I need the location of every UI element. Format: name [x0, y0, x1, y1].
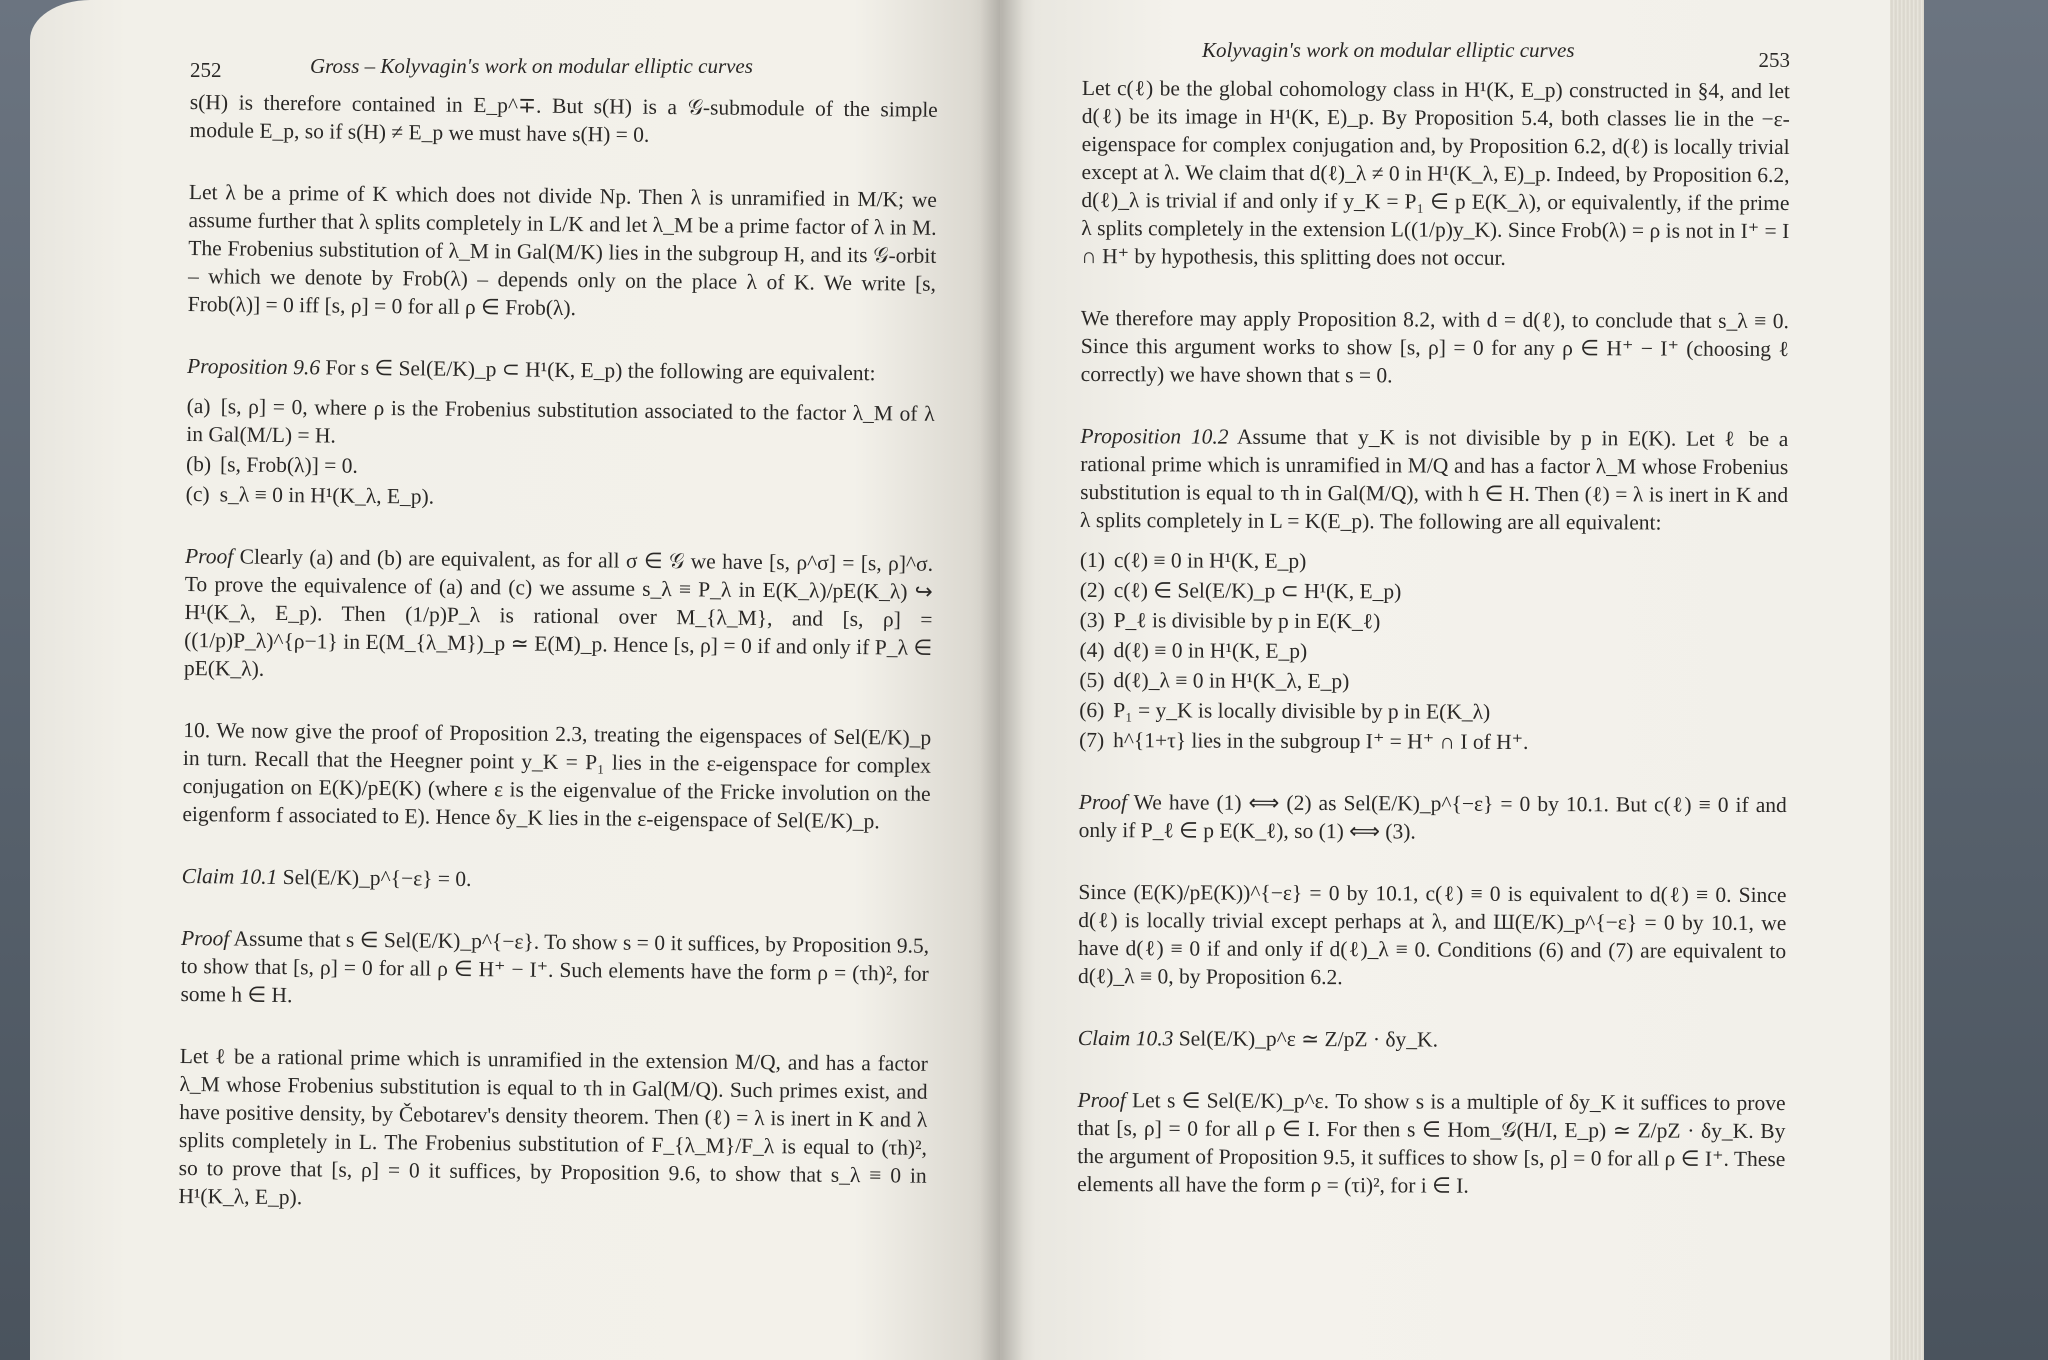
list-marker: (a) — [186, 393, 211, 419]
proof-label: Proof — [1077, 1087, 1126, 1113]
claim-10-1 — [182, 862, 930, 898]
list-text: h^{1+τ} lies in the subgroup I⁺ = H⁺ ∩ I of H⁺. — [1113, 728, 1529, 754]
proposition-label: Proposition 10.2 — [1080, 423, 1229, 449]
list-item — [186, 480, 934, 516]
left-page — [30, 0, 1000, 1360]
list-text: [s, Frob(λ)] = 0. — [219, 452, 358, 478]
list-text: P_ℓ is divisible by p in E(K_ℓ) — [1113, 608, 1381, 634]
proposition-9-6 — [187, 352, 935, 388]
proposition-10-2-list — [1079, 546, 1788, 757]
left-page-number: 252 — [190, 58, 222, 82]
paragraph — [189, 88, 938, 152]
list-text: P₁ = y_K is locally divisible by p in E(K_λ) — [1113, 698, 1491, 724]
paragraph-body: Let c(ℓ) be the global cohomology class in H¹(K, E_p) constructed in §4, and let d(ℓ) be its image in H¹(K, E)_p. By Proposition 5.4, both classes lie in the −ε-eigenspace for complex conjugation and, by Proposition 6.2, d(ℓ) is locally trivial except at λ. We claim that d(ℓ)_λ ≠ 0 in H¹(K_λ, E)_p. Indeed, by Proposition 6.2, d(ℓ)_λ is trivial if and only if y_K = P₁ ∈ p E(K_λ), or equivalently, if the prime λ splits completely in the extension L((1/p)y_K). Since Frob(λ) = ρ is not in I⁺ = I ∩ H⁺ by hypothesis, this splitting does not occur. — [1081, 75, 1790, 270]
list-text: s_λ ≡ 0 in H¹(K_λ, E_p). — [219, 482, 435, 509]
list-text: d(ℓ) ≡ 0 in H¹(K, E_p) — [1113, 638, 1308, 663]
list-item — [1079, 666, 1787, 697]
claim-label: Claim 10.3 — [1077, 1025, 1174, 1051]
paragraph — [1078, 878, 1786, 993]
proof-paragraph — [1079, 788, 1787, 847]
list-text: c(ℓ) ≡ 0 in H¹(K, E_p) — [1113, 548, 1307, 573]
paragraph — [1081, 74, 1790, 273]
left-page-text — [178, 88, 938, 1218]
paragraph-body: 10. We now give the proof of Proposition 2.3, treating the eigenspaces of Sel(E/K)_p in turn. Recall that the Heegner point y_K = P₁ lies in the ε-eigenspace for complex conjugation on E(K)/pE(K) (where ε is the eigenvalue of the Fricke involution on the eigenform f associated to E). Hence δy_K lies in the ε-eigenspace of Sel(E/K)_p. — [182, 717, 932, 834]
paragraph-body: Since (E(K)/pE(K))^{−ε} = 0 by 10.1, c(ℓ) ≡ 0 is equivalent to d(ℓ) ≡ 0. Since d(ℓ) is locally trivial except perhaps at λ, and Ш(E/K)_p^{−ε} = 0 by 10.1, we have d(ℓ) ≡ 0 if and only if d(ℓ)_λ ≡ 0. Conditions (6) and (7) are equivalent to d(ℓ)_λ ≡ 0, by Proposition 6.2. — [1078, 879, 1787, 990]
claim-label: Claim 10.1 — [181, 863, 278, 889]
list-item — [1079, 636, 1787, 667]
paragraph — [178, 1042, 928, 1218]
right-page — [1000, 0, 1890, 1360]
section-10-intro — [182, 716, 931, 836]
proposition-10-2 — [1080, 422, 1788, 537]
proposition-9-6-list — [186, 392, 935, 516]
page-block-edge — [1890, 0, 1924, 1360]
paragraph-body: s(H) is therefore contained in E_p^∓. But s(H) is a 𝒢-submodule of the simple module E_p, so if s(H) ≠ E_p we must have s(H) = 0. — [189, 89, 938, 147]
paragraph — [1081, 304, 1789, 391]
proof-paragraph — [1077, 1086, 1785, 1201]
list-item — [1080, 576, 1788, 607]
claim-10-3 — [1078, 1024, 1786, 1055]
paragraph-body: We therefore may apply Proposition 8.2, with d = d(ℓ), to conclude that s_λ ≡ 0. Since this argument works to show [s, ρ] = 0 for any ρ ∈ H⁺ − I⁺ (choosing ℓ correctly) we have shown that s = 0. — [1080, 305, 1789, 388]
paragraph-body: We have (1) ⟺ (2) as Sel(E/K)_p^{−ε} = 0 by 10.1. But c(ℓ) ≡ 0 if and only if P_ℓ ∈ p E(K_ℓ), so (1) ⟺ (3). — [1078, 790, 1787, 844]
proof-paragraph — [184, 542, 933, 690]
right-page-text — [1077, 74, 1790, 1201]
right-running-title: Kolyvagin's work on modular elliptic curves — [1202, 38, 1575, 62]
proof-paragraph — [180, 924, 929, 1016]
open-book — [30, 0, 1930, 1360]
left-running-title: Gross – Kolyvagin's work on modular elliptic curves — [310, 54, 753, 78]
list-marker: (3) — [1079, 607, 1105, 633]
paragraph-body: Clearly (a) and (b) are equivalent, as for all σ ∈ 𝒢 we have [s, ρ^σ] = [s, ρ]^σ. To prove the equivalence of (a) and (c) we assume s_λ ≡ P_λ in E(K_λ)/pE(K_λ) ↪ H¹(K_λ, E_p). Then (1/p)P_λ is rational over M_{λ_M}, and [s, ρ] = ((1/p)P_λ)^{ρ−1} in E(M_{λ_M})_p ≃ E(M)_p. Hence [s, ρ] = 0 if and only if P_λ ∈ pE(K_λ). — [183, 544, 934, 681]
list-item — [1080, 606, 1788, 637]
list-marker: (5) — [1079, 667, 1105, 693]
list-marker: (7) — [1079, 727, 1105, 753]
paragraph-body: Assume that y_K is not divisible by p in E(K). Let ℓ be a rational prime which is unramified in M/Q and has a factor λ_M whose Frobenius substitution is equal to τh in Gal(M/Q), with h ∈ H. Then (ℓ) = λ is inert in K and λ splits completely in L = K(E_p). The following are all equivalent: — [1080, 424, 1789, 535]
list-item — [1079, 696, 1787, 727]
paragraph-body: Let s ∈ Sel(E/K)_p^ε. To show s is a multiple of δy_K it suffices to prove that [s, ρ] = 0 for all ρ ∈ I. For then s ∈ Hom_𝒢(H/I, E_p) ≃ Z/pZ · δy_K. By the argument of Proposition 9.5, it suffices to show [s, ρ] = 0 for all ρ ∈ I⁺. These elements all have the form ρ = (τi)², for i ∈ I. — [1077, 1088, 1786, 1198]
left-running-head — [190, 48, 938, 88]
list-item — [1080, 546, 1788, 577]
right-page-number: 253 — [1758, 48, 1790, 72]
list-marker: (1) — [1079, 547, 1106, 573]
paragraph-body: Sel(E/K)_p^ε ≃ Z/pZ · δy_K. — [1178, 1026, 1439, 1052]
list-text: c(ℓ) ∈ Sel(E/K)_p ⊂ H¹(K, E_p) — [1113, 578, 1402, 604]
book-gutter — [980, 0, 1024, 1360]
right-running-head — [1082, 34, 1790, 74]
list-marker: (2) — [1079, 577, 1105, 603]
list-item — [1079, 726, 1787, 757]
paragraph-body: For s ∈ Sel(E/K)_p ⊂ H¹(K, E_p) the following are equivalent: — [325, 355, 876, 386]
proof-label: Proof — [184, 543, 234, 569]
list-item — [186, 392, 935, 456]
list-marker: (6) — [1079, 697, 1105, 723]
list-marker: (c) — [185, 481, 210, 507]
paragraph-body: Assume that s ∈ Sel(E/K)_p^{−ε}. To show s = 0 it suffices, by Proposition 9.5, to show that [s, ρ] = 0 for all ρ ∈ H⁺ − I⁺. Such elements have the form ρ = (τh)², for some h ∈ H. — [180, 926, 930, 1008]
paragraph-body: Sel(E/K)_p^{−ε} = 0. — [282, 865, 472, 891]
list-marker: (b) — [185, 451, 212, 477]
proof-label: Proof — [180, 925, 230, 951]
list-text: [s, ρ] = 0, where ρ is the Frobenius substitution associated to the factor λ_M of λ in Gal(M/L) = H. — [186, 394, 935, 448]
proposition-label: Proposition 9.6 — [186, 353, 321, 380]
proof-label: Proof — [1078, 789, 1128, 815]
list-marker: (4) — [1079, 637, 1105, 663]
list-text: d(ℓ)_λ ≡ 0 in H¹(K_λ, E_p) — [1113, 668, 1350, 694]
paragraph-body: Let ℓ be a rational prime which is unramified in the extension M/Q, and has a factor λ_M whose Frobenius substitution is equal to τh in Gal(M/Q). Such primes exist, and have positive density, by Čebotarev's density theorem. Then (ℓ) = λ is inert in K and λ splits completely in L. The Frobenius substitution of F_{λ_M}/F_λ is equal to (τh)², so to prove that [s, ρ] = 0 it suffices, by Proposition 9.6, to show that s_λ ≡ 0 in H¹(K_λ, E_p). — [178, 1043, 928, 1210]
paragraph — [188, 178, 937, 326]
paragraph-body: Let λ be a prime of K which does not divide Np. Then λ is unramified in M/K; we assume further that λ splits completely in L/K and let λ_M be a prime factor of λ in M. The Frobenius substitution of λ_M in Gal(M/K) lies in the subgroup H, and its 𝒢-orbit – which we denote by Frob(λ) – depends only on the place λ of K. We write [s, Frob(λ)] = 0 iff [s, ρ] = 0 for all ρ ∈ Frob(λ). — [187, 179, 937, 321]
